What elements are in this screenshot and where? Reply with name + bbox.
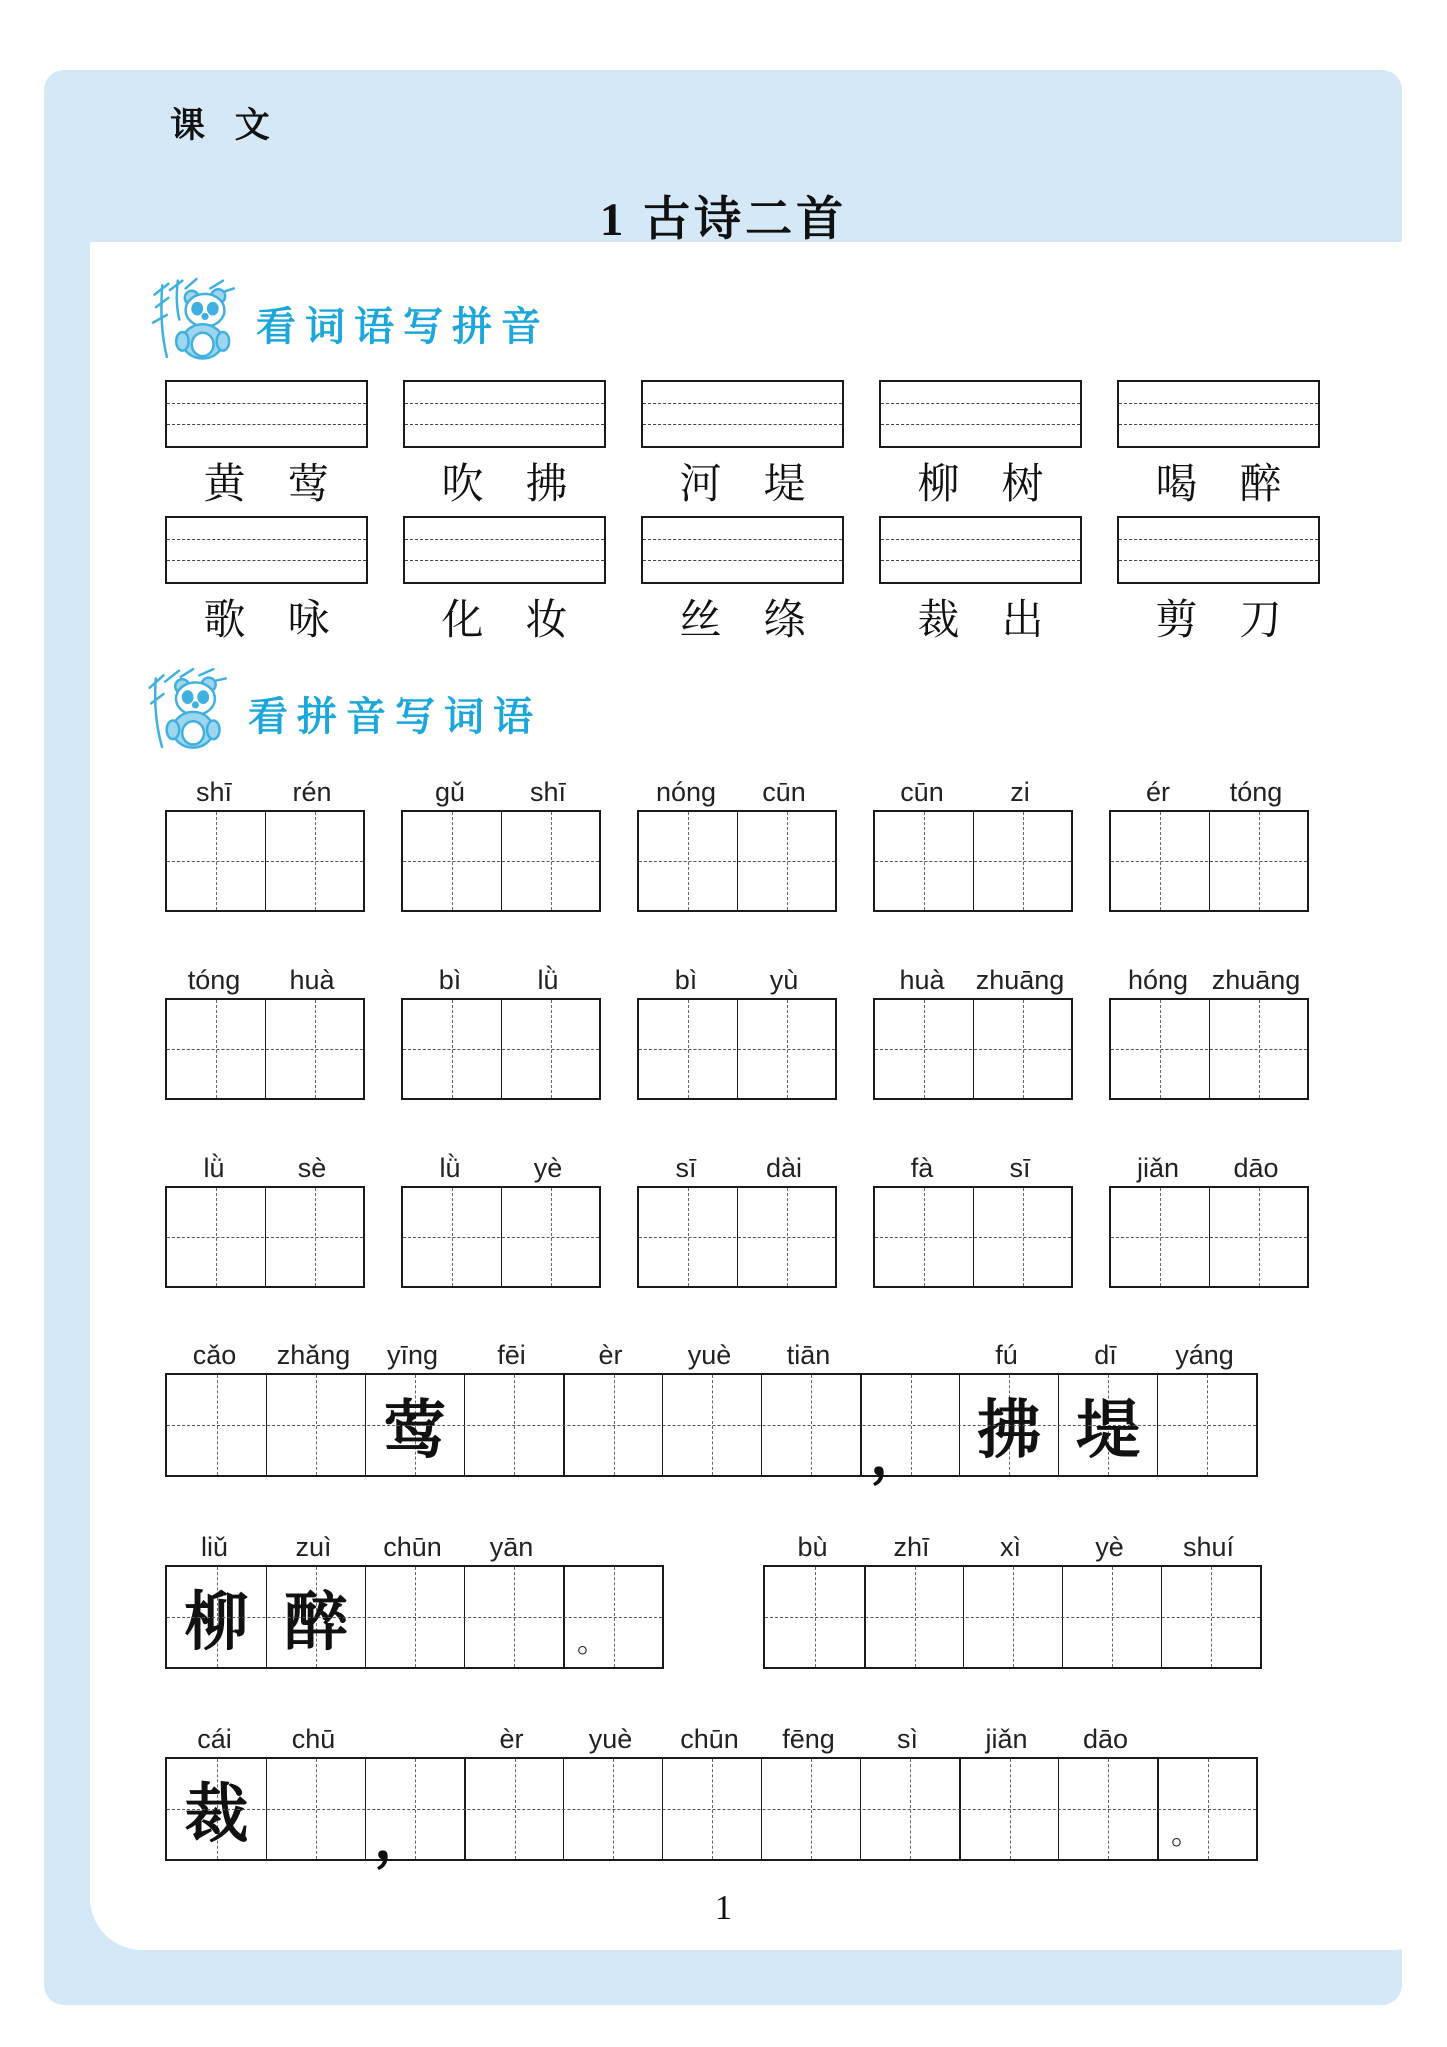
grid-cell (167, 1375, 266, 1475)
pinyin-syllable: zhuāng (975, 965, 1065, 995)
character-grid (637, 810, 837, 912)
sentence-row (165, 1717, 1262, 1871)
pinyin-syllable: bì (674, 965, 698, 995)
grid-cell (1209, 1188, 1307, 1286)
pinyin-syllable: rén (292, 777, 332, 807)
grid-cell (365, 1759, 464, 1871)
pinyin-syllable: sī (675, 1153, 697, 1183)
panda-bamboo-icon (148, 276, 248, 360)
sentence-writing-rows (165, 1333, 1262, 1909)
pinyin-answer-item (879, 380, 1082, 516)
pinyin-syllable: jiǎn (1136, 1153, 1180, 1183)
character-grid (873, 1186, 1073, 1288)
grid-cell (973, 1188, 1071, 1286)
word-grid-group (165, 958, 365, 1100)
character-grid (873, 998, 1073, 1100)
character-grid (637, 998, 837, 1100)
grid-cell (501, 812, 599, 910)
pinyin-syllable: nóng (655, 777, 717, 807)
grid-cell (765, 1567, 864, 1667)
grid-cell (1209, 812, 1307, 910)
word-grid-group (873, 1146, 1073, 1288)
word-grid-row (165, 958, 1309, 1100)
sentence-row (165, 1525, 1262, 1669)
prefilled-character: 堤 (1076, 1395, 1140, 1466)
pinyin-write-box (165, 380, 368, 448)
pinyin-labels (401, 770, 601, 810)
pinyin-answer-item (641, 516, 844, 652)
section2-heading: 看拼音写词语 (248, 694, 542, 739)
character-grid (637, 1186, 837, 1288)
pinyin-labels (637, 770, 837, 810)
pinyin-syllable: lǜ (537, 965, 559, 995)
grid-cell (1058, 1759, 1157, 1859)
grid-cell (973, 812, 1071, 910)
pinyin-syllable: èr (499, 1724, 524, 1754)
character-strip (763, 1565, 1262, 1669)
grid-cell (464, 1567, 563, 1667)
grid-cell (167, 812, 265, 910)
pinyin-labels (763, 1525, 1262, 1565)
word-label: 裁 出 (917, 598, 1044, 644)
pinyin-answer-row (165, 516, 1320, 652)
grid-cell (265, 1000, 363, 1098)
pinyin-labels (165, 1333, 1258, 1373)
pinyin-syllable: chūn (680, 1724, 739, 1754)
grid-cell (1209, 1000, 1307, 1098)
pinyin-write-box (641, 516, 844, 584)
grid-cell (1161, 1567, 1260, 1667)
prefilled-character: 拂 (977, 1395, 1041, 1466)
sentence-row (165, 1333, 1262, 1487)
pinyin-write-box (1117, 516, 1320, 584)
pinyin-syllable: dāo (1233, 1153, 1279, 1183)
grid-cell (761, 1375, 860, 1475)
character-grid (165, 998, 365, 1100)
grid-cell (737, 1000, 835, 1098)
word-writing-rows (165, 770, 1309, 1334)
grid-cell (959, 1759, 1058, 1859)
word-grid-group (401, 770, 601, 912)
word-grid-group (165, 1146, 365, 1288)
grid-cell (662, 1375, 761, 1475)
grid-cell (266, 1567, 365, 1667)
page-number: 1 (714, 1888, 733, 1927)
pinyin-syllable: hóng (1127, 965, 1189, 995)
pinyin-syllable: shuí (1182, 1532, 1235, 1562)
grid-cell (860, 1759, 959, 1859)
word-grid-group (1109, 958, 1309, 1100)
pinyin-syllable: zhuāng (1211, 965, 1301, 995)
word-grid-group (637, 770, 837, 912)
pinyin-syllable: sè (297, 1153, 327, 1183)
word-grid-group (637, 1146, 837, 1288)
grid-cell (265, 1188, 363, 1286)
grid-cell (1062, 1567, 1161, 1667)
grid-cell (501, 1188, 599, 1286)
pinyin-labels (401, 958, 601, 998)
grid-cell (737, 1188, 835, 1286)
character-strip (165, 1373, 1258, 1487)
pinyin-syllable: yáng (1175, 1340, 1234, 1370)
pinyin-syllable: yuè (687, 1340, 732, 1370)
pinyin-syllable: bù (797, 1532, 828, 1562)
word-label: 吹 拂 (441, 462, 568, 508)
pinyin-syllable: xì (999, 1532, 1021, 1562)
panda-bamboo-icon (140, 666, 240, 750)
character-grid (1109, 1186, 1309, 1288)
pinyin-syllable: shī (195, 777, 233, 807)
grid-cell (860, 1375, 959, 1487)
grid-cell (167, 1000, 265, 1098)
grid-cell (403, 1188, 501, 1286)
pinyin-answer-item (403, 380, 606, 516)
pinyin-syllable: dāo (1082, 1724, 1129, 1754)
punctuation-mark: ， (870, 1425, 926, 1487)
pinyin-syllable: cūn (900, 777, 944, 807)
character-strip (165, 1565, 664, 1669)
character-grid (1109, 810, 1309, 912)
pinyin-syllable: zhǎng (276, 1340, 351, 1370)
pinyin-syllable: yuè (588, 1724, 633, 1754)
pinyin-syllable: zi (1010, 777, 1030, 807)
word-label: 丝 绦 (679, 598, 806, 644)
word-grid-group (873, 958, 1073, 1100)
pinyin-syllable: dài (765, 1153, 803, 1183)
grid-cell (662, 1759, 761, 1859)
grid-cell (167, 1188, 265, 1286)
grid-cell (563, 1375, 662, 1475)
pinyin-answer-item (1117, 516, 1320, 652)
word-label: 化 妆 (441, 598, 568, 644)
pinyin-syllable: yān (489, 1532, 534, 1562)
pinyin-labels (873, 1146, 1073, 1186)
character-strip (165, 1757, 1258, 1871)
section1-heading: 看词语写拼音 (256, 304, 550, 349)
pinyin-syllable: sì (896, 1724, 918, 1754)
pinyin-writing-rows (165, 380, 1320, 652)
prefilled-character: 裁 (184, 1779, 249, 1850)
character-grid (873, 810, 1073, 912)
prefilled-character: 醉 (284, 1587, 348, 1658)
word-grid-group (401, 1146, 601, 1288)
pinyin-syllable: jiǎn (985, 1724, 1028, 1754)
grid-cell (464, 1759, 563, 1859)
pinyin-labels (637, 1146, 837, 1186)
pinyin-write-box (641, 380, 844, 448)
pinyin-answer-item (165, 516, 368, 652)
grid-cell (265, 812, 363, 910)
word-grid-group (1109, 1146, 1309, 1288)
grid-cell (167, 1759, 266, 1859)
section2-header (140, 666, 542, 750)
character-grid (401, 998, 601, 1100)
pinyin-labels (873, 770, 1073, 810)
grid-cell (365, 1567, 464, 1667)
pinyin-labels (401, 1146, 601, 1186)
pinyin-syllable: cūn (762, 777, 806, 807)
pinyin-syllable: tóng (1229, 777, 1283, 807)
grid-cell (639, 1000, 737, 1098)
grid-cell (167, 1567, 266, 1667)
pinyin-syllable: fēi (497, 1340, 526, 1370)
grid-cell (1157, 1759, 1256, 1859)
pinyin-syllable: ér (1145, 777, 1170, 807)
grid-cell (761, 1759, 860, 1859)
grid-cell (963, 1567, 1062, 1667)
pinyin-labels (165, 1146, 365, 1186)
character-grid (401, 810, 601, 912)
pinyin-write-box (1117, 380, 1320, 448)
character-grid (401, 1186, 601, 1288)
word-grid-group (873, 770, 1073, 912)
grid-cell (639, 1188, 737, 1286)
pinyin-syllable: lǜ (439, 1153, 461, 1183)
pinyin-syllable: liǔ (200, 1532, 228, 1562)
grid-cell (973, 1000, 1071, 1098)
pinyin-syllable: chū (291, 1724, 336, 1754)
pinyin-write-box (403, 516, 606, 584)
grid-cell (563, 1567, 662, 1667)
word-label: 河 堤 (679, 462, 806, 508)
pinyin-labels (1109, 770, 1309, 810)
grid-cell (737, 812, 835, 910)
pinyin-answer-item (165, 380, 368, 516)
sentence-strip (763, 1525, 1262, 1669)
pinyin-syllable: tiān (786, 1340, 831, 1370)
punctuation-mark: ， (374, 1809, 430, 1871)
word-label: 歌 咏 (203, 598, 330, 644)
pinyin-syllable: cǎo (192, 1340, 237, 1370)
word-grid-row (165, 1146, 1309, 1288)
pinyin-syllable: huà (289, 965, 335, 995)
pinyin-labels (1109, 1146, 1309, 1186)
grid-cell (403, 1000, 501, 1098)
sentence-strip (165, 1717, 1258, 1871)
pinyin-syllable: tóng (187, 965, 241, 995)
grid-cell (1157, 1375, 1256, 1475)
sentence-strip (165, 1333, 1258, 1487)
punctuation-mark: 。 (1171, 1818, 1201, 1851)
prefilled-character: 柳 (184, 1587, 249, 1658)
pinyin-syllable: èr (598, 1340, 623, 1370)
pinyin-syllable: zhī (893, 1532, 930, 1562)
grid-cell (1111, 1188, 1209, 1286)
pinyin-syllable: lǜ (203, 1153, 225, 1183)
word-grid-group (401, 958, 601, 1100)
pinyin-syllable: cái (197, 1724, 232, 1754)
sentence-strip (165, 1525, 664, 1669)
pinyin-syllable: fēng (782, 1724, 835, 1754)
pinyin-labels (637, 958, 837, 998)
pinyin-syllable: chūn (383, 1532, 442, 1562)
pinyin-answer-item (879, 516, 1082, 652)
pinyin-syllable: zuì (295, 1532, 332, 1562)
word-label: 柳 树 (917, 462, 1044, 508)
pinyin-write-box (879, 380, 1082, 448)
chapter-tab-label: 课 文 (170, 106, 280, 145)
word-grid-row (165, 770, 1309, 912)
pinyin-write-box (403, 380, 606, 448)
pinyin-syllable: fà (910, 1153, 934, 1183)
character-grid (1109, 998, 1309, 1100)
pinyin-write-box (165, 516, 368, 584)
character-grid (165, 810, 365, 912)
pinyin-syllable: yè (1095, 1532, 1124, 1562)
pinyin-syllable: dī (1094, 1340, 1117, 1370)
word-grid-group (1109, 770, 1309, 912)
pinyin-syllable: bì (438, 965, 462, 995)
grid-cell (501, 1000, 599, 1098)
pinyin-syllable: fú (995, 1340, 1018, 1370)
grid-cell (864, 1567, 963, 1667)
grid-cell (563, 1759, 662, 1859)
pinyin-labels (165, 1717, 1258, 1757)
punctuation-mark: 。 (577, 1626, 607, 1659)
pinyin-labels (873, 958, 1073, 998)
grid-cell (1111, 1000, 1209, 1098)
grid-cell (875, 812, 973, 910)
pinyin-syllable: sī (1009, 1153, 1031, 1183)
grid-cell (1058, 1375, 1157, 1475)
pinyin-answer-row (165, 380, 1320, 516)
character-grid (165, 1186, 365, 1288)
pinyin-syllable: shī (529, 777, 567, 807)
grid-cell (464, 1375, 563, 1475)
word-label: 喝 醉 (1155, 462, 1282, 508)
word-grid-group (165, 770, 365, 912)
grid-cell (875, 1188, 973, 1286)
word-label: 剪 刀 (1155, 598, 1282, 644)
page-title: 1 古诗二首 (599, 194, 848, 246)
grid-cell (403, 812, 501, 910)
pinyin-syllable: yè (533, 1153, 563, 1183)
pinyin-answer-item (403, 516, 606, 652)
pinyin-syllable: yīng (386, 1340, 439, 1370)
grid-cell (1111, 812, 1209, 910)
pinyin-labels (165, 958, 365, 998)
pinyin-syllable: gǔ (434, 777, 466, 807)
pinyin-labels (1109, 958, 1309, 998)
pinyin-syllable: yù (769, 965, 799, 995)
grid-cell (365, 1375, 464, 1475)
grid-cell (266, 1759, 365, 1859)
pinyin-answer-item (641, 380, 844, 516)
pinyin-syllable: huà (899, 965, 945, 995)
grid-cell (639, 812, 737, 910)
pinyin-write-box (879, 516, 1082, 584)
section1-header (148, 276, 550, 360)
word-grid-group (637, 958, 837, 1100)
word-label: 黄 莺 (203, 462, 330, 508)
pinyin-answer-item (1117, 380, 1320, 516)
prefilled-character: 莺 (383, 1395, 447, 1466)
pinyin-labels (165, 1525, 664, 1565)
grid-cell (875, 1000, 973, 1098)
grid-cell (959, 1375, 1058, 1475)
grid-cell (266, 1375, 365, 1475)
pinyin-labels (165, 770, 365, 810)
